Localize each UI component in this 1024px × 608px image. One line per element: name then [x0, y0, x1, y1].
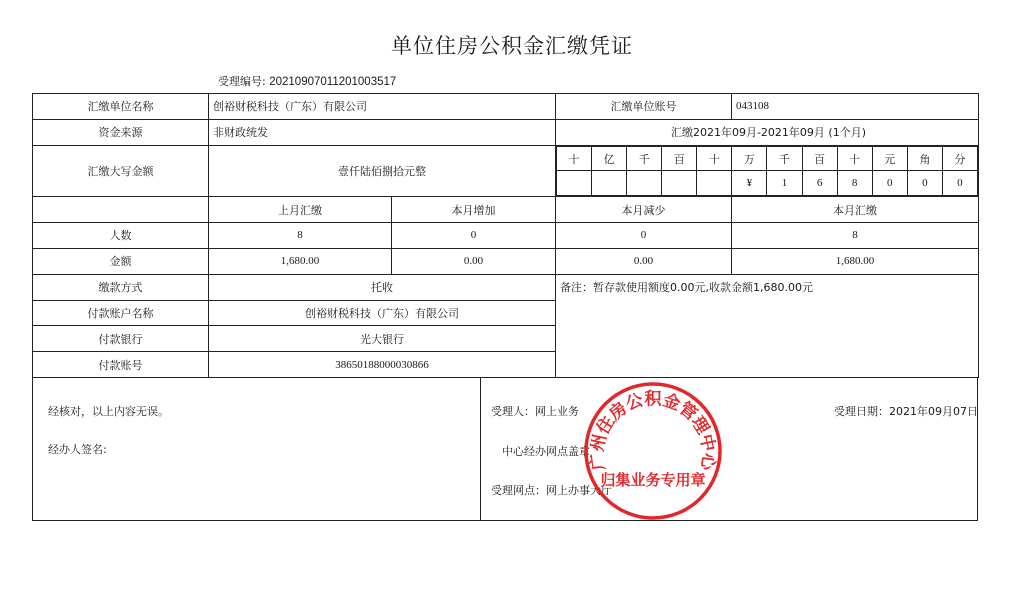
payer-bank: 光大银行 — [209, 326, 556, 352]
digit-table — [556, 146, 978, 197]
digit-header-cell: 十 — [557, 146, 592, 171]
col-header-last-month: 上月汇缴 — [209, 197, 392, 223]
payer-name: 创裕财税科技（广东）有限公司 — [209, 300, 556, 326]
digit-header-cell: 百 — [662, 146, 697, 171]
digit-value-cell: 0 — [872, 171, 907, 196]
unit-account: 043108 — [732, 94, 979, 120]
digit-header-cell: 百 — [802, 146, 837, 171]
payer-bank-label: 付款银行 — [33, 326, 209, 352]
col-header-increase: 本月增加 — [392, 197, 556, 223]
digit-header-cell: 万 — [732, 146, 767, 171]
col-header-this-month: 本月汇缴 — [732, 197, 979, 223]
receipt-number-label: 受理编号: — [218, 75, 266, 88]
pay-method: 托收 — [209, 274, 556, 300]
people-label: 人数 — [33, 223, 209, 249]
people-this-month: 8 — [732, 223, 979, 249]
digit-header-cell: 千 — [627, 146, 662, 171]
amount-label: 金额 — [33, 248, 209, 274]
amount-words: 壹仟陆佰捌拾元整 — [209, 145, 556, 197]
table-row — [33, 223, 979, 249]
verified-text: 经核对，以上内容无误。 — [48, 405, 169, 418]
digit-header-cell: 千 — [767, 146, 802, 171]
table-row — [33, 274, 979, 300]
amount-this-month: 1,680.00 — [732, 248, 979, 274]
voucher-table — [32, 93, 979, 378]
accept-point: 受理网点：网上办事大厅 — [491, 484, 612, 497]
digit-value-cell — [662, 171, 697, 196]
seal-outer-textpath: 广州住房公积金管理中心 — [587, 389, 719, 472]
document-title: 单位住房公积金汇缴凭证 — [391, 34, 633, 58]
people-last-month: 8 — [209, 223, 392, 249]
unit-name-label: 汇缴单位名称 — [33, 94, 209, 120]
pay-method-label: 缴款方式 — [33, 274, 209, 300]
unit-name: 创裕财税科技（广东）有限公司 — [209, 94, 556, 120]
digit-header-cell: 十 — [697, 146, 732, 171]
digit-header-cell: 分 — [942, 146, 977, 171]
payer-account: 38650188000030866 — [209, 352, 556, 378]
empty-cell — [33, 197, 209, 223]
table-row — [33, 197, 979, 223]
digit-header-row — [557, 146, 978, 171]
amount-increase: 0.00 — [392, 248, 556, 274]
fund-source-label: 资金来源 — [33, 119, 209, 145]
payer-account-label: 付款账号 — [33, 352, 209, 378]
center-stamp-label: 中心经办网点盖章 — [502, 445, 590, 458]
digit-value-cell — [697, 171, 732, 196]
fund-source: 非财政统发 — [209, 119, 556, 145]
section-divider — [480, 378, 481, 520]
digit-value-cell: 0 — [907, 171, 942, 196]
amount-decrease: 0.00 — [556, 248, 732, 274]
acceptor: 受理人：网上业务 — [491, 405, 579, 418]
digit-value-row — [557, 171, 978, 196]
digit-value-cell: 1 — [767, 171, 802, 196]
digit-header-cell: 元 — [872, 146, 907, 171]
receipt-number-line — [218, 73, 396, 89]
table-row — [33, 145, 979, 197]
people-increase: 0 — [392, 223, 556, 249]
digit-header-cell: 角 — [907, 146, 942, 171]
col-header-decrease: 本月减少 — [556, 197, 732, 223]
people-decrease: 0 — [556, 223, 732, 249]
amount-words-label: 汇缴大写金额 — [33, 145, 209, 197]
payer-name-label: 付款账户名称 — [33, 300, 209, 326]
seal-inner-text: 归集业务专用章 — [600, 471, 706, 489]
table-row — [33, 248, 979, 274]
amount-last-month: 1,680.00 — [209, 248, 392, 274]
handler-sign-label: 经办人签名: — [48, 443, 107, 456]
digit-value-cell — [557, 171, 592, 196]
digit-value-cell: 6 — [802, 171, 837, 196]
digit-value-cell: ¥ — [732, 171, 767, 196]
table-row — [33, 94, 979, 120]
digit-value-cell — [592, 171, 627, 196]
period: 汇缴2021年09月-2021年09月 (1个月) — [556, 119, 979, 145]
digit-value-cell: 0 — [942, 171, 977, 196]
digit-header-cell: 亿 — [592, 146, 627, 171]
digit-header-cell: 十 — [837, 146, 872, 171]
remark: 备注：暂存款使用额度0.00元,收款金额1,680.00元 — [556, 274, 979, 377]
table-row — [33, 119, 979, 145]
digit-value-cell — [627, 171, 662, 196]
accept-date: 受理日期：2021年09月07日 — [834, 405, 978, 418]
receipt-number: 20210907011201003517 — [269, 76, 397, 88]
amount-digit-grid — [556, 145, 979, 197]
digit-value-cell: 8 — [837, 171, 872, 196]
official-seal — [583, 381, 723, 521]
unit-account-label: 汇缴单位账号 — [556, 94, 732, 120]
